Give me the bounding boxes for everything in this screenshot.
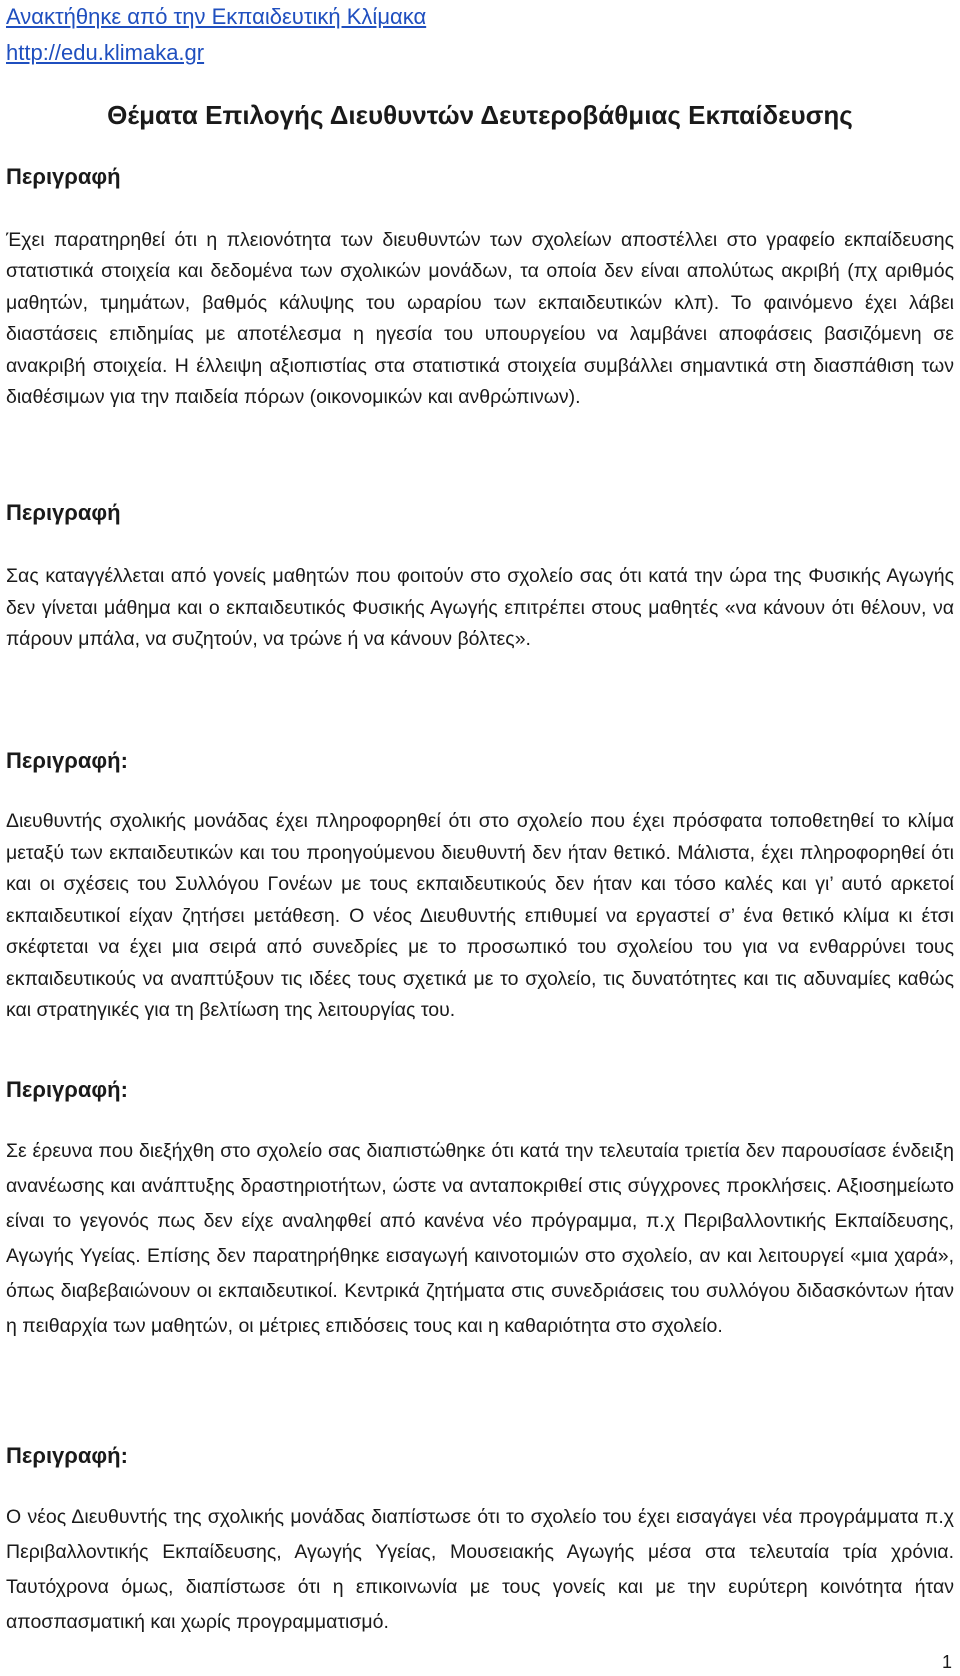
document-title: Θέματα Επιλογής Διευθυντών Δευτεροβάθμιας Εκπαίδευσης (107, 100, 853, 130)
section-2-heading: Περιγραφή (6, 500, 121, 525)
section-4-text: Σε έρευνα που διεξήχθη στο σχολείο σας διαπιστώθηκε ότι κατά την τελευταία τριετία δεν παρουσίασε ένδειξη ανανέωσης και ανάπτυξης δραστηριοτήτων, ώστε να ανταποκριθεί στις σύγχρονες προκλήσεις. Αξιοσημείωτο είναι το γεγονός πως δεν είχε αναληφθεί από κανένα νέο πρόγραμμα, π.χ Περιβαλλοντικής Εκπαίδευσης, Αγωγής Υγείας. Επίσης δεν παρατηρήθηκε εισαγωγή καινοτομιών στο σχολείο, αν και λειτουργεί «μια χαρά», όπως διαβεβαιώνουν οι εκπαιδευτικοί. Κεντρικά ζητήματα στις συνεδριάσεις του συλλόγου διδασκόντων ήταν η πειθαρχία των μαθητών, οι μέτριες επιδόσεις τους και η καθαριότητα στο σχολείο. (6, 1140, 954, 1337)
section-3-text: Διευθυντής σχολικής μονάδας έχει πληροφορηθεί ότι στο σχολείο που έχει πρόσφατα τοποθετηθεί το κλίμα μεταξύ των εκπαιδευτικών και του προηγούμενου διευθυντή δεν ήταν θετικό. Μάλιστα, έχει πληροφορηθεί ότι και οι σχέσεις του Συλλόγου Γονέων με τους εκπαιδευτικούς δεν ήταν και τόσο καλές και γι’ αυτό αρκετοί εκπαιδευτικοί είχαν ζητήσει μετάθεση. Ο νέος Διευθυντής επιθυμεί να εργαστεί σ’ ένα θετικό κλίμα κι έτσι σκέφτεται να έχει μια σειρά από συνεδρίες με το προσωπικό του σχολείου του για να ενθαρρύνει τους εκπαιδευτικούς να αναπτύξουν τις ιδέες τους σχετικά με το σχολείο, τις δυνατότητες και τις αδυναμίες καθώς και στρατηγικές για τη βελτίωση της λειτουργίας του. (6, 810, 954, 1021)
section-1-text: Έχει παρατηρηθεί ότι η πλειονότητα των διευθυντών των σχολείων αποστέλλει στο γραφείο εκπαίδευσης στατιστικά στοιχεία και δεδομένα των σχολικών μονάδων, τα οποία δεν είναι απολύτως ακριβή (πχ αριθμός μαθητών, τμημάτων, βαθμός κάλυψης του ωραρίου των εκπαιδευτικών κλπ). Το φαινόμενο έχει λάβει διαστάσεις επιδημίας με αποτέλεσμα η ηγεσία του υπουργείου να λαμβάνει αποφάσεις βασιζόμενη σε ανακριβή στοιχεία. Η έλλειψη αξιοπιστίας στα στατιστικά στοιχεία συμβάλλει σημαντικά στη διασπάθιση των διαθέσιμων για την παιδεία πόρων (οικονομικών και ανθρώπινων). (6, 229, 954, 409)
section-2-text: Σας καταγγέλλεται από γονείς μαθητών που φοιτούν στο σχολείο σας ότι κατά την ώρα της Φυσικής Αγωγής δεν γίνεται μάθημα και ο εκπαιδευτικός Φυσικής Αγωγής επιτρέπει στους μαθητές «να κάνουν ότι θέλουν, να πάρουν μπάλα, να συζητούν, να τρώνε ή να κάνουν βόλτες». (6, 565, 954, 650)
source-credit-link[interactable]: Ανακτήθηκε από την Εκπαιδευτική Κλίμακα (6, 4, 427, 29)
section-5-text: Ο νέος Διευθυντής της σχολικής μονάδας διαπίστωσε ότι το σχολείο του έχει εισαγάγει νέα προγράμματα π.χ Περιβαλλοντικής Εκπαίδευσης, Αγωγής Υγείας, Μουσειακής Αγωγής μέσα στα τελευταία τρία χρόνια. Ταυτόχρονα όμως, διαπίστωσε ότι η επικοινωνία με τους γονείς και με την ευρύτερη κοινότητα ήταν αποσπασματική και χωρίς προγραμματισμό. (6, 1506, 954, 1633)
section-1-heading: Περιγραφή (6, 164, 121, 189)
page-number: 1 (941, 1652, 952, 1672)
source-url-link[interactable]: http://edu.klimaka.gr (6, 40, 205, 65)
section-5-heading: Περιγραφή: (6, 1443, 128, 1468)
section-3-heading: Περιγραφή: (6, 748, 128, 773)
section-4-heading: Περιγραφή: (6, 1077, 128, 1102)
